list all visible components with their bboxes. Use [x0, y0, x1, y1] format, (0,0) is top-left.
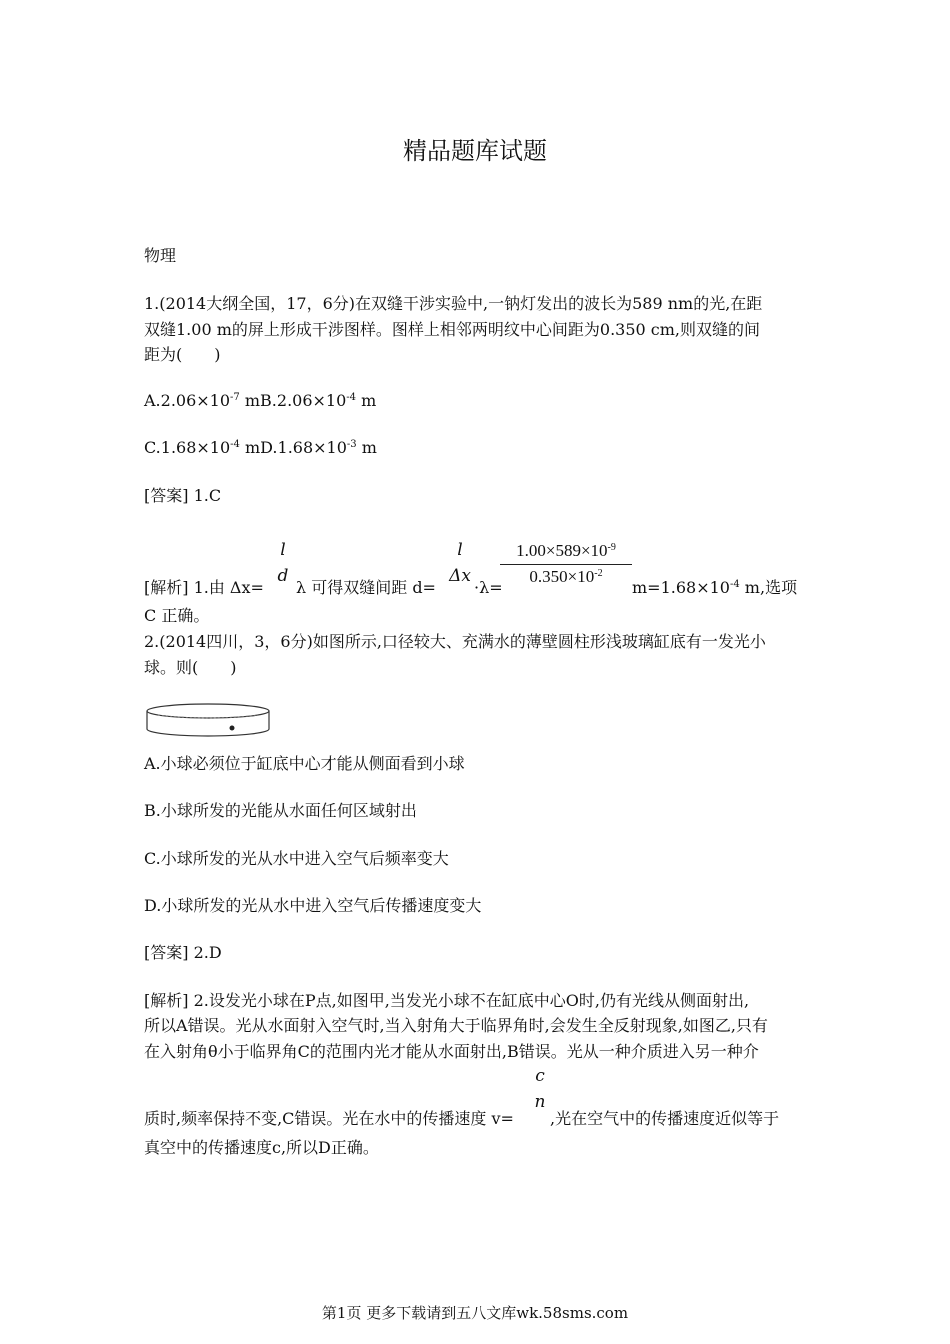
q1-frac2 [444, 540, 476, 586]
q2-frac [531, 1066, 549, 1112]
q1-frac2-den: Δx [449, 566, 471, 586]
q1-explanation-line2: C 正确。 [144, 606, 210, 625]
q1-frac1-den: d [277, 566, 289, 586]
q2-explanation-line1: [解析] 2.设发光小球在P点,如图甲,当发光小球不在缸底中心O时,仍有光线从侧面射出, [144, 991, 750, 1010]
glass-tank-figure [144, 701, 272, 741]
q1-answer: [答案] 1.C [144, 486, 222, 505]
q2-explanation-line4-pre: 质时,频率保持不变,C错误。光在水中的传播速度 v= [144, 1109, 514, 1128]
q1-frac3-den: $0.350\times 10^{-2}$ [529, 567, 603, 586]
q2-option-a: A.小球必须位于缸底中心才能从侧面看到小球 [144, 754, 465, 773]
q2-text-line2: 球。则( ) [144, 658, 237, 677]
q1-frac1 [272, 540, 294, 586]
q1-text-line3: 距为( ) [144, 345, 221, 364]
q1-options-ab: $A.2.06\times 10^{-7}$ $mB.2.06\times 10^{-4}$ m [144, 391, 377, 410]
q1-frac2-num: l [457, 540, 463, 560]
q2-explanation-line3: 在入射角θ小于临界角C的范围内光才能从水面射出,B错误。光从一种介质进入另一种介 [144, 1042, 759, 1061]
q1-text-line1: 1.(2014大纲全国，17，6分)在双缝干涉实验中,一钠灯发出的波长为589 nm的光,在距 [144, 294, 763, 313]
q2-text-line1: 2.(2014四川，3，6分)如图所示,口径较大、充满水的薄壁圆柱形浅玻璃缸底有一发光小 [144, 632, 766, 651]
q2-answer: [答案] 2.D [144, 943, 222, 962]
q1-explanation-mid2: ·λ= [474, 578, 503, 597]
q2-explanation-line5: 真空中的传播速度c,所以D正确。 [144, 1138, 379, 1157]
q1-explanation-result: $m=1.68\times 10^{-4}$ m,选项 [632, 578, 798, 597]
page-footer: 第1页 更多下载请到五八文库wk.58sms.com [321, 1304, 629, 1322]
q1-frac3-num: $1.00\times 589\times 10^{-9}$ [516, 541, 616, 560]
q2-frac-den: n [534, 1092, 546, 1112]
q1-frac1-num: l [280, 540, 286, 560]
q1-explanation-mid1: λ 可得双缝间距 d= [296, 578, 436, 597]
q1-frac3-bar [500, 564, 632, 565]
q2-option-b: B.小球所发的光能从水面任何区域射出 [144, 801, 417, 820]
subject-label: 物理 [144, 246, 177, 265]
page-title: 精品题库试题 [403, 137, 547, 165]
q1-options-cd: $C.1.68\times 10^{-4}$ $mD.1.68\times 10^{-3}$ m [144, 438, 377, 457]
q2-frac-num: c [535, 1066, 545, 1086]
q2-explanation-line4-end: ,光在空气中的传播速度近似等于 [550, 1109, 780, 1128]
q1-frac3 [500, 541, 632, 587]
q1-explanation-pre: [解析] 1.由 Δx= [144, 578, 264, 597]
q2-option-c: C.小球所发的光从水中进入空气后频率变大 [144, 849, 449, 868]
q2-explanation-line2: 所以A错误。光从水面射入空气时,当入射角大于临界角时,会发生全反射现象,如图乙,只有 [144, 1016, 768, 1035]
q2-option-d: D.小球所发的光从水中进入空气后传播速度变大 [144, 896, 482, 915]
q1-text-line2: 双缝1.00 m的屏上形成干涉图样。图样上相邻两明纹中心间距为0.350 cm,则双缝的间 [144, 320, 760, 339]
